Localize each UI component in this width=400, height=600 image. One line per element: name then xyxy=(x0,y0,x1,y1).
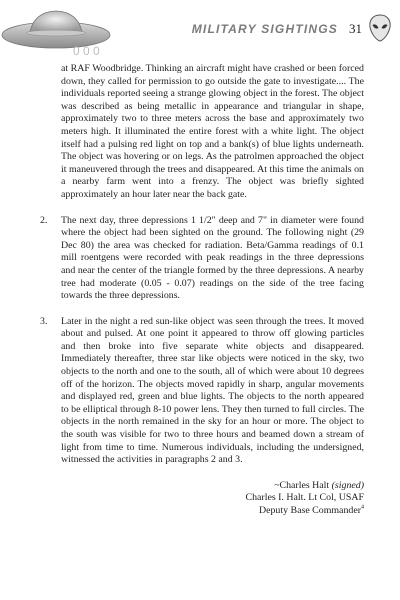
page-number: 31 xyxy=(349,21,362,36)
signature-title-line xyxy=(40,505,364,518)
signature-block xyxy=(40,480,364,518)
continued-paragraph: at RAF Woodbridge. Thinking an aircraft might have crashed or been forced down, they called for permission to go outside the gate to investigate.... The individuals reported seeing a strange glowing object in the forest. The object was described as being metallic in appearance and triangular in shape, approximately two to three meters across the base and approximately two meters high. It illuminated the entire forest with a white light. The object itself had a pulsing red light on top and a bank(s) of blue lights underneath. The object was hovering or on legs. As the patrolmen approached the object it maneuvered through the trees and disappeared. At this time the animals on a nearby farm went into a frenzy. The object was briefly sighted approximately an hour later near the back gate. xyxy=(61,63,364,200)
item-number: 3. xyxy=(40,315,48,327)
page-header xyxy=(0,0,400,60)
signed-note: (signed) xyxy=(331,479,364,491)
page-body xyxy=(40,63,364,518)
item-text: Later in the night a red sun-like object was seen through the trees. It moved about and pulsed. At one point it appeared to throw off glowing particles and then broke into five separate white objects and disappeared. Immediately thereafter, three star like objects were noticed in the sky, two objects to the north and one to the south, all of which were about 10 degrees off of the horizon. The objects moved rapidly in sharp, angular movements and displayed red, green and blue lights. The objects to the north appeared to be elliptical through 8-10 power lens. They then turned to full circles. The objects in the north remained in the sky for an hour or more. The object to the south was visible for two to three hours and beamed down a stream of light from time to time. Numerous individuals, including the undersigned, witnessed the activities in paragraphs 2 and 3. xyxy=(61,315,364,466)
list-item xyxy=(40,316,364,467)
signature-name: ~Charles Halt xyxy=(274,479,330,491)
item-number: 2. xyxy=(40,214,48,226)
alien-head-icon xyxy=(368,14,392,42)
signature-full-name: Charles I. Halt. Lt Col, USAF xyxy=(245,492,364,504)
svg-text:0 0 0: 0 0 0 xyxy=(73,44,100,58)
item-text: The next day, three depressions 1 1/2" deep and 7" in diameter were found where the object had been sighted on the ground. The following night (29 Dec 80) the area was checked for radiation. Beta/Gamma readings of 0.1 mill roentgens were recorded with peak readings in the three depressions and near the center of the triangle formed by the three depressions. A nearby tree had moderate (0.05 - 0.07) readings on the side of the tree facing towards the three depressions. xyxy=(61,214,364,302)
list-item xyxy=(40,215,364,303)
ufo-saucer-icon xyxy=(0,2,122,60)
signature-line xyxy=(40,480,364,493)
footnote-ref: 4 xyxy=(361,504,364,511)
running-head: MILITARY SIGHTINGS xyxy=(191,22,338,36)
signature-title: Deputy Base Commander xyxy=(258,505,361,516)
